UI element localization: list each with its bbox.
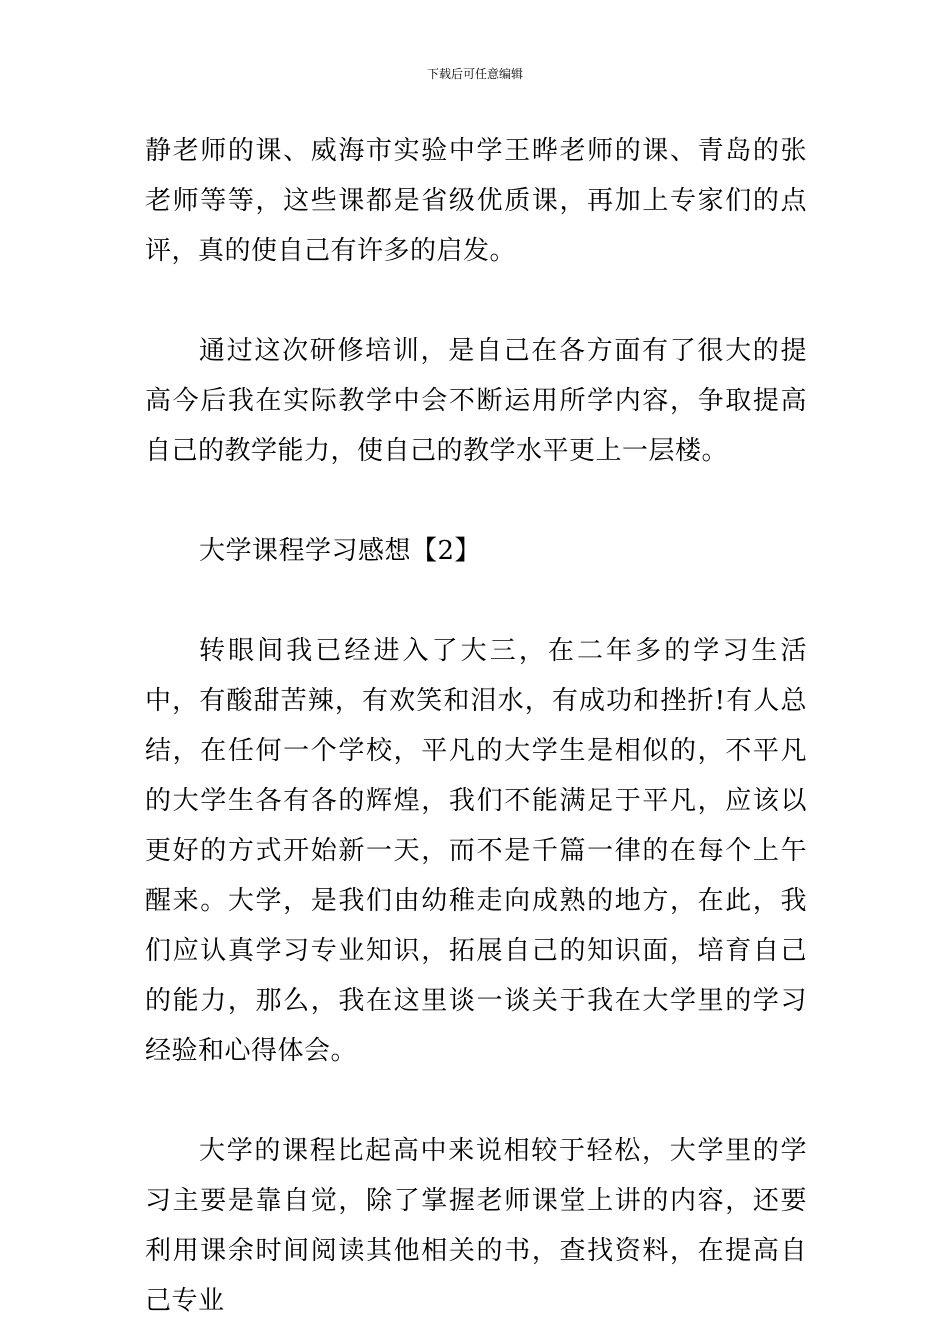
paragraph-gap <box>145 1076 807 1126</box>
paragraph-line: 真的使自己有许多的启发。 <box>198 236 517 266</box>
paragraph-2 <box>145 326 807 476</box>
paragraph-line: 有酸甜苦辣，有欢笑和泪水，有成功和挫折!有人总结，在 <box>145 686 807 766</box>
section-heading-text: 大学课程学习感想【2】 <box>199 536 482 566</box>
paragraph-line: 主要是靠自觉，除了掌握老师课堂上讲的内容，还要利用 <box>145 1186 807 1266</box>
paragraph-line: 开始新一天，而不是千篇一律的在每个上午醒来。大学， <box>145 836 807 916</box>
paragraph-line: 师等等，这些课都是省级优质课，再加上专家们的点评， <box>145 186 807 266</box>
section-heading <box>145 526 807 576</box>
paragraph-line: 通过这次研修培训，是自己在各方面有了很大的提高 <box>145 336 807 416</box>
paragraph-line: 各有各的辉煌，我们不能满足于平凡，应该以更好的方式 <box>145 786 807 866</box>
paragraph-line: 业知识，拓展自己的知识面，培育自己的能力，那么，我 <box>145 936 807 1016</box>
paragraph-gap <box>145 276 807 326</box>
paragraph-line: 今后我在实际教学中会不断运用所学内容，争取提高自己 <box>145 386 807 466</box>
paragraph-4 <box>145 1126 807 1326</box>
page-header-note: 下载后可任意编辑 <box>426 67 523 81</box>
paragraph-line: 是我们由幼稚走向成熟的地方，在此，我们应认真学习专 <box>145 886 807 966</box>
paragraph-gap <box>145 476 807 526</box>
paragraph-1 <box>145 126 807 276</box>
paragraph-line: 的教学能力，使自己的教学水平更上一层楼。 <box>198 436 729 466</box>
paragraph-line: 任何一个学校，平凡的大学生是相似的，不平凡的大学生 <box>145 736 807 816</box>
paragraph-gap <box>145 576 807 626</box>
paragraph-line: 课余时间阅读其他相关的书，查找资料，在提高自己专业 <box>145 1236 807 1316</box>
paragraph-line: 在这里谈一谈关于我在大学里的学习经验和心得体会。 <box>145 986 807 1066</box>
paragraph-line: 转眼间我已经进入了大三，在二年多的学习生活中， <box>145 636 807 716</box>
paragraph-line: 大学的课程比起高中来说相较于轻松，大学里的学习 <box>145 1136 807 1216</box>
paragraph-3 <box>145 626 807 1076</box>
document-body <box>145 126 807 1326</box>
paragraph-line: 静老师的课、威海市实验中学王晔老师的课、青岛的张老 <box>145 136 807 216</box>
